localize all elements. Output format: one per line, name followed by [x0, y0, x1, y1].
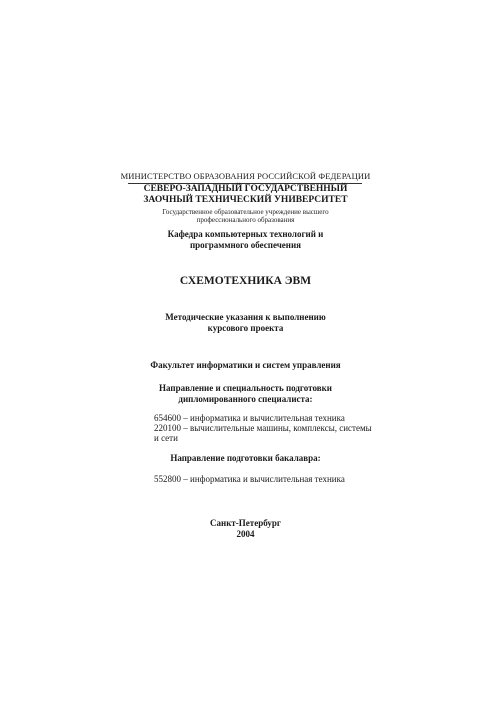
specialty-item: 654600 – информатика и вычислительная техника — [154, 413, 345, 423]
document-subtitle-line2: курсового проекта — [207, 323, 284, 333]
university-name-line2: ЗАОЧНЫЙ ТЕХНИЧЕСКИЙ УНИВЕРСИТЕТ — [143, 195, 348, 205]
specialty-item: 220100 – вычислительные машины, комплексы, системы — [154, 423, 372, 433]
document-title: СХЕМОТЕХНИКА ЭВМ — [179, 275, 312, 287]
bachelor-heading: Направление подготовки бакалавра: — [170, 453, 321, 463]
publication-city: Санкт-Петербург — [210, 518, 281, 528]
specialist-heading-line2: дипломированного специалиста: — [178, 394, 313, 404]
university-status-line1: Государственное образовательное учреждение высшего — [162, 208, 329, 216]
specialist-heading-line1: Направление и специальность подготовки — [159, 383, 332, 393]
bachelor-item: 552800 – информатика и вычислительная техника — [154, 474, 345, 484]
specialty-item-continuation: и сети — [154, 433, 178, 443]
faculty-line: Факультет информатики и систем управления — [150, 360, 341, 370]
publication-year: 2004 — [236, 529, 255, 539]
document-subtitle-line1: Методические указания к выполнению — [165, 312, 326, 322]
university-status-line2: профессионального образования — [196, 216, 295, 224]
department-line2: программного обеспечения — [189, 240, 302, 250]
university-name-line1: СЕВЕРО-ЗАПАДНЫЙ ГОСУДАРСТВЕННЫЙ — [143, 184, 348, 194]
ministry-line: МИНИСТЕРСТВО ОБРАЗОВАНИЯ РОССИЙСКОЙ ФЕДЕРАЦИИ — [120, 171, 371, 181]
department-line1: Кафедра компьютерных технологий и — [167, 229, 324, 239]
